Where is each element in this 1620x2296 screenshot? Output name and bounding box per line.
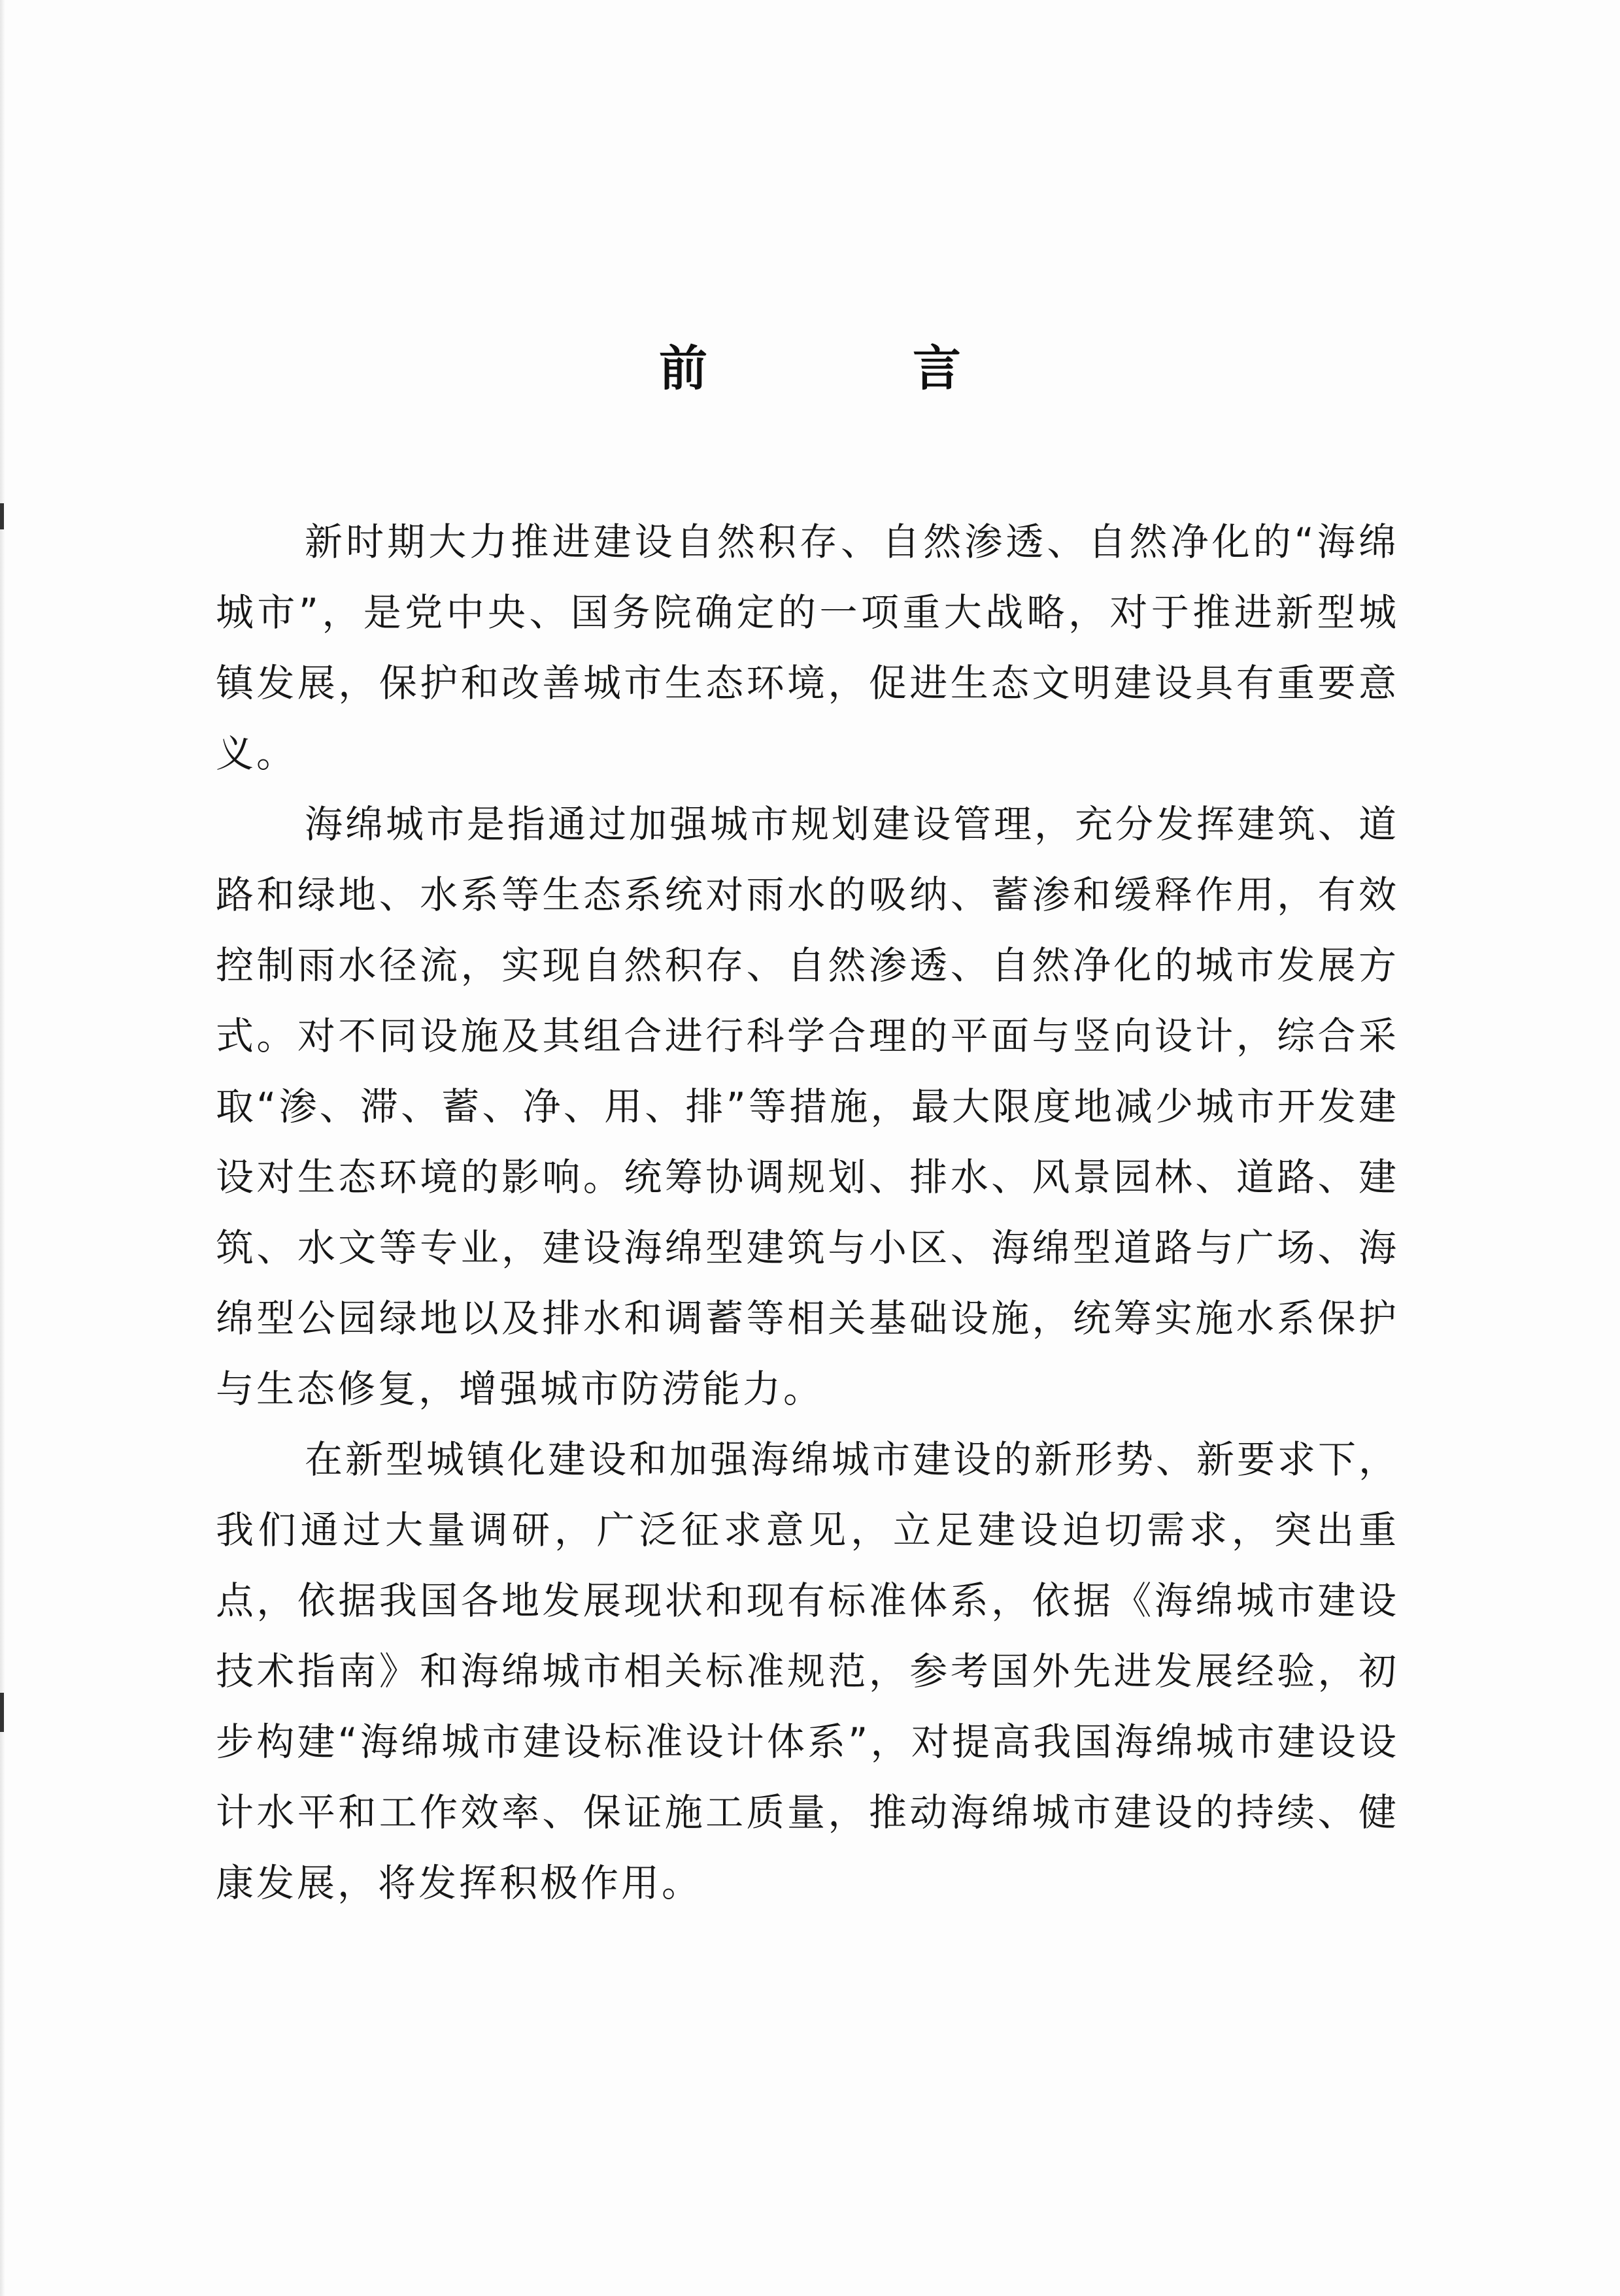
scan-edge-mark [0,1693,4,1732]
page-title: 前 言 [659,341,1039,397]
scan-edge-mark [0,503,4,529]
body-text [216,507,1399,1918]
paragraph: 在新型城镇化建设和加强海绵城市建设的新形势、新要求下，我们通过大量调研，广泛征求意见，立足建设迫切需求，突出重点，依据我国各地发展现状和现有标准体系，依据《海绵城市建设技术指南》和海绵城市相关标准规范，参考国外先进发展经验，初步构建“海绵城市建设标准设计体系”，对提高我国海绵城市建设设计水平和工作效率、保证施工质量，推动海绵城市建设的持续、健康发展，将发挥积极作用。 [216,1437,1400,1905]
paragraph: 新时期大力推进建设自然积存、自然渗透、自然净化的“海绵城市”，是党中央、国务院确定的一项重大战略，对于推进新型城镇发展，保护和改善城市生态环境，促进生态文明建设具有重要意义。 [216,520,1399,776]
paragraph: 海绵城市是指通过加强城市规划建设管理，充分发挥建筑、道路和绿地、水系等生态系统对雨水的吸纳、蓄渗和缓释作用，有效控制雨水径流，实现自然积存、自然渗透、自然净化的城市发展方式。对不同设施及其组合进行科学合理的平面与竖向设计，综合采取“渗、滞、蓄、净、用、排”等措施，最大限度地减少城市开发建设对生态环境的影响。统筹协调规划、排水、风景园林、道路、建筑、水文等专业，建设海绵型建筑与小区、海绵型道路与广场、海绵型公园绿地以及排水和调蓄等相关基础设施，统筹实施水系保护与生态修复，增强城市防涝能力。 [216,802,1400,1411]
